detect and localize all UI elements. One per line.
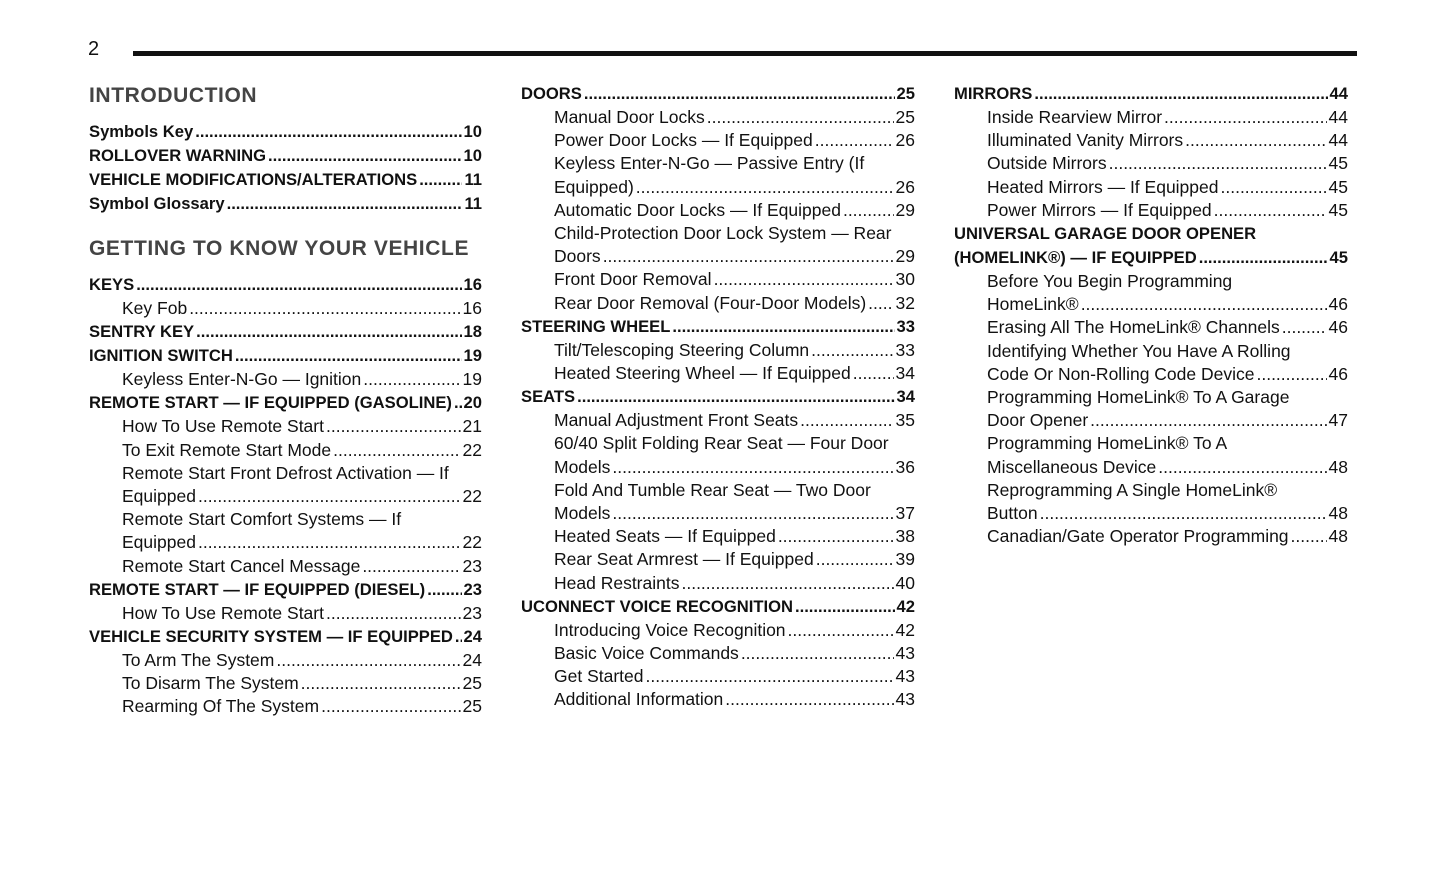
toc-subentry[interactable]: [954, 316, 1348, 339]
toc-entry-label: REMOTE START — IF EQUIPPED (GASOLINE): [89, 393, 452, 413]
dot-leader: [1282, 316, 1327, 339]
toc-entry-label: Basic Voice Commands: [554, 643, 739, 664]
toc-entry-label-line1: 60/40 Split Folding Rear Seat — Four Door: [554, 433, 889, 454]
dot-leader: [301, 672, 461, 695]
toc-page-number: 44: [1329, 84, 1348, 103]
toc-entry-label: Power Door Locks — If Equipped: [554, 130, 813, 151]
toc-page-number: 33: [896, 316, 915, 336]
toc-page-number: 35: [895, 410, 915, 431]
toc-subentry[interactable]: [954, 106, 1348, 129]
toc-entry-label-line2: Door Opener: [987, 410, 1089, 431]
dot-leader: [795, 595, 895, 619]
toc-subentry[interactable]: [521, 665, 915, 688]
toc-section-entry[interactable]: [89, 120, 482, 144]
toc-subentry[interactable]: [521, 152, 915, 198]
toc-entry-label-line2: Models: [554, 503, 611, 524]
toc-entries: [89, 120, 482, 216]
toc-subentry[interactable]: [89, 695, 482, 718]
toc-page-number: 16: [462, 298, 482, 318]
toc-subentry[interactable]: [521, 106, 915, 129]
dot-leader: [1291, 525, 1327, 548]
toc-entry-label: Canadian/Gate Operator Programming: [987, 526, 1289, 547]
dot-leader: [1090, 409, 1326, 432]
toc-page-number: 20: [463, 393, 482, 413]
toc-page-number: 32: [895, 292, 915, 313]
toc-page-number: 29: [895, 246, 915, 267]
toc-subentry[interactable]: [521, 339, 915, 362]
toc-entry-label: Get Started: [554, 666, 644, 687]
dot-leader: [811, 339, 893, 362]
dot-leader: [577, 385, 894, 409]
toc-entry-label-line2: (HOMELINK®) — IF EQUIPPED: [954, 248, 1197, 268]
toc-section-entry[interactable]: [89, 192, 482, 216]
toc-subentry[interactable]: [521, 479, 915, 525]
dot-leader: [195, 120, 461, 144]
toc-page-number: 42: [896, 596, 915, 616]
dot-leader: [1221, 176, 1327, 199]
dot-leader: [1081, 293, 1327, 316]
toc-column-2: [521, 80, 915, 712]
toc-entry-label: Front Door Removal: [554, 269, 712, 290]
toc-entry-label-line2: Equipped: [122, 486, 196, 507]
toc-entry-label: Heated Mirrors — If Equipped: [987, 176, 1219, 197]
dot-leader: [198, 531, 461, 554]
toc-page-number: 29: [895, 199, 915, 220]
dot-leader: [681, 572, 893, 595]
toc-subentry[interactable]: [521, 548, 915, 571]
toc-page-number: 23: [463, 579, 482, 599]
toc-subentry[interactable]: [89, 602, 482, 625]
toc-entry-label: Heated Steering Wheel — If Equipped: [554, 363, 851, 384]
toc-entry-label: Illuminated Vanity Mirrors: [987, 130, 1184, 151]
dot-leader: [326, 415, 461, 438]
toc-subentry[interactable]: [954, 270, 1348, 316]
toc-entry-label: Manual Adjustment Front Seats: [554, 410, 799, 431]
toc-entry-label: Automatic Door Locks — If Equipped: [554, 199, 841, 220]
toc-entry-label-line1: Before You Begin Programming: [987, 271, 1233, 292]
toc-section-entry[interactable]: [521, 595, 915, 619]
toc-entry-label-line2: Code Or Non-Rolling Code Device: [987, 363, 1255, 384]
toc-entry-label-line1: Identifying Whether You Have A Rolling: [987, 340, 1291, 361]
toc-entry-label-line1: Programming HomeLink® To A Garage: [987, 387, 1290, 408]
dot-leader: [1185, 129, 1326, 152]
toc-entry-label: To Arm The System: [122, 650, 275, 671]
toc-entry-label: Heated Seats — If Equipped: [554, 526, 776, 547]
dot-leader: [454, 391, 462, 415]
dot-leader: [198, 485, 461, 508]
dot-leader: [1158, 456, 1326, 479]
toc-entry-label: Introducing Voice Recognition: [554, 619, 786, 640]
toc-section-entry[interactable]: [89, 625, 482, 649]
dot-leader: [714, 268, 894, 291]
toc-page-number: 25: [462, 696, 482, 717]
toc-entry-label: Manual Door Locks: [554, 107, 705, 127]
dot-leader: [1214, 199, 1327, 222]
toc-page-number: 22: [462, 439, 482, 460]
toc-entry-label-line1: Child-Protection Door Lock System — Rear: [554, 223, 892, 244]
toc-subentry[interactable]: [954, 479, 1348, 525]
toc-page-number: 34: [895, 363, 915, 384]
toc-section-entry[interactable]: [89, 144, 482, 168]
toc-entry-line2: [554, 245, 915, 268]
toc-entry-label: Rear Seat Armrest — If Equipped: [554, 549, 814, 570]
toc-page-number: 45: [1328, 153, 1348, 174]
toc-page-number: 45: [1328, 176, 1348, 197]
toc-subentry[interactable]: [521, 572, 915, 595]
toc-entry-line2: [122, 485, 482, 508]
toc-page-number: 37: [895, 503, 915, 524]
toc-section-entry[interactable]: [954, 82, 1348, 106]
toc-subentry[interactable]: [89, 555, 482, 578]
dot-leader: [268, 144, 462, 168]
dot-leader: [584, 82, 895, 106]
toc-page-number: 44: [1328, 107, 1348, 127]
dot-leader: [326, 602, 461, 625]
dot-leader: [778, 525, 894, 548]
toc-entry-label-line2: Equipped: [122, 532, 196, 553]
dot-leader: [788, 619, 894, 642]
toc-subentry[interactable]: [954, 199, 1348, 222]
chapter-title: INTRODUCTION: [89, 84, 258, 107]
dot-leader: [235, 344, 462, 368]
toc-entry-label: Key Fob: [122, 298, 188, 318]
toc-entry-label: MIRRORS: [954, 84, 1033, 103]
dot-leader: [1040, 502, 1327, 525]
toc-page-number: 45: [1328, 199, 1348, 220]
dot-leader: [816, 548, 894, 571]
toc-column-1: [89, 80, 482, 719]
dot-leader: [136, 273, 461, 297]
toc-page-number: 43: [895, 666, 915, 687]
dot-leader: [646, 665, 894, 688]
dot-leader: [321, 695, 460, 718]
toc-page-number: 48: [1328, 456, 1348, 477]
toc-subentry[interactable]: [521, 268, 915, 291]
toc-entries: [89, 273, 482, 719]
toc-section-entry[interactable]: [89, 578, 482, 602]
toc-subentry[interactable]: [521, 619, 915, 642]
toc-subentry[interactable]: [89, 672, 482, 695]
toc-page-number: 40: [895, 572, 915, 593]
toc-entry-label: Symbol Glossary: [89, 194, 225, 213]
toc-subentry[interactable]: [521, 525, 915, 548]
toc-entry-label-line1: UNIVERSAL GARAGE DOOR OPENER: [954, 224, 1257, 244]
toc-entry-label: Remote Start Cancel Message: [122, 555, 361, 576]
toc-entry-label: Rear Door Removal (Four-Door Models): [554, 292, 867, 313]
toc-subentry[interactable]: [954, 340, 1348, 386]
toc-entry-label-line1: Programming HomeLink® To A: [987, 433, 1228, 454]
toc-entry-line2: [954, 246, 1348, 270]
toc-page-number: 11: [464, 170, 482, 189]
dot-leader: [1109, 152, 1327, 175]
toc-page-number: 36: [895, 456, 915, 477]
toc-page-number: 30: [895, 269, 915, 290]
dot-leader: [725, 688, 893, 711]
toc-entry-line2: [987, 456, 1348, 479]
toc-entry-label-line1: Keyless Enter-N-Go — Passive Entry (If: [554, 153, 865, 174]
toc-entry-label: IGNITION SWITCH: [89, 346, 233, 366]
toc-page-number: 10: [463, 122, 482, 141]
toc-subentry[interactable]: [521, 199, 915, 222]
toc-entry-label: KEYS: [89, 275, 135, 294]
dot-leader: [843, 199, 894, 222]
toc-entry-label: SENTRY KEY: [89, 322, 195, 342]
toc-entry-line2: [554, 502, 915, 525]
toc-entry-line2: [554, 456, 915, 479]
toc-page-number: 26: [895, 130, 915, 151]
toc-subentry[interactable]: [521, 432, 915, 478]
dot-leader: [276, 649, 460, 672]
toc-section-entry[interactable]: [89, 168, 482, 192]
toc-page-number: 19: [462, 369, 482, 390]
toc-page-number: 22: [462, 532, 482, 553]
toc-subentry[interactable]: [954, 152, 1348, 175]
toc-entry-label: SEATS: [521, 387, 576, 407]
toc-entry-label-line2: Miscellaneous Device: [987, 456, 1157, 477]
toc-page-number: 26: [895, 176, 915, 197]
dot-leader: [868, 292, 893, 315]
toc-subentry[interactable]: [521, 642, 915, 665]
toc-entry-line2: [987, 293, 1348, 316]
toc-page-number: 10: [463, 146, 482, 165]
toc-entry-label-line2: Equipped): [554, 176, 634, 197]
toc-entry-label: Inside Rearview Mirror: [987, 107, 1163, 127]
toc-page-number: 24: [462, 650, 482, 671]
toc-entry-label: Outside Mirrors: [987, 153, 1107, 174]
toc-entry-label: VEHICLE MODIFICATIONS/ALTERATIONS: [89, 170, 418, 189]
toc-page-number: 46: [1328, 294, 1348, 315]
dot-leader: [227, 192, 463, 216]
toc-page-number: 38: [895, 526, 915, 547]
toc-section-entry[interactable]: [954, 222, 1348, 270]
toc-entries: [521, 82, 915, 712]
toc-page-number: 47: [1328, 410, 1348, 431]
toc-subentry[interactable]: [89, 368, 482, 391]
toc-page-number: 46: [1328, 363, 1348, 384]
dot-leader: [1256, 363, 1326, 386]
toc-subentry[interactable]: [521, 222, 915, 268]
toc-page-number: 23: [462, 602, 482, 623]
dot-leader: [603, 245, 894, 268]
toc-subentry[interactable]: [521, 409, 915, 432]
toc-page-number: 23: [462, 555, 482, 576]
toc-entry-label: To Disarm The System: [122, 673, 299, 694]
toc-entry-label: VEHICLE SECURITY SYSTEM — IF EQUIPPED: [89, 627, 453, 647]
toc-entry-label: ROLLOVER WARNING: [89, 146, 266, 165]
toc-page-number: 25: [895, 107, 915, 127]
chapter-title: GETTING TO KNOW YOUR VEHICLE: [89, 237, 470, 260]
toc-entry-line2: [122, 531, 482, 554]
toc-subentry[interactable]: [954, 525, 1348, 548]
toc-page-number: 21: [462, 416, 482, 437]
toc-entry-label-line2: Doors: [554, 246, 601, 267]
toc-section-entry[interactable]: [89, 320, 482, 344]
dot-leader: [612, 456, 893, 479]
dot-leader: [362, 555, 460, 578]
dot-leader: [741, 642, 894, 665]
dot-leader: [333, 439, 460, 462]
dot-leader: [363, 368, 460, 391]
dot-leader: [672, 315, 894, 339]
header-rule: [133, 51, 1357, 56]
toc-page-number: 25: [462, 673, 482, 694]
toc-page-number: 48: [1328, 503, 1348, 524]
toc-page-number: 45: [1329, 248, 1348, 268]
dot-leader: [853, 362, 894, 385]
toc-page-number: 25: [896, 84, 915, 103]
toc-entry-label-line1: Fold And Tumble Rear Seat — Two Door: [554, 479, 871, 500]
toc-page-number: 46: [1328, 317, 1348, 338]
toc-subentry[interactable]: [89, 415, 482, 438]
dot-leader: [636, 176, 894, 199]
toc-subentry[interactable]: [89, 462, 482, 508]
toc-subentry[interactable]: [954, 432, 1348, 478]
toc-subentry[interactable]: [521, 129, 915, 152]
dot-leader: [427, 578, 461, 602]
toc-section-entry[interactable]: [89, 273, 482, 297]
dot-leader: [196, 320, 461, 344]
toc-entry-label: Keyless Enter-N-Go — Ignition: [122, 369, 362, 390]
toc-page-number: 24: [463, 627, 482, 647]
dot-leader: [419, 168, 462, 192]
toc-entry-label: Power Mirrors — If Equipped: [987, 199, 1212, 220]
toc-entry-label: To Exit Remote Start Mode: [122, 439, 332, 460]
toc-page-number: 11: [464, 194, 482, 213]
toc-entry-label: Rearming Of The System: [122, 696, 320, 717]
dot-leader: [1034, 82, 1327, 106]
page-number: 2: [88, 38, 100, 60]
toc-subentry[interactable]: [89, 297, 482, 320]
toc-entry-label-line1: Remote Start Comfort Systems — If: [122, 509, 402, 530]
toc-page-number: 18: [463, 322, 482, 342]
toc-entry-label: UCONNECT VOICE RECOGNITION: [521, 596, 793, 616]
toc-entry-label: Erasing All The HomeLink® Channels: [987, 317, 1280, 338]
toc-page-number: 43: [895, 643, 915, 664]
dot-leader: [1199, 246, 1328, 270]
toc-entries: [954, 82, 1348, 548]
dot-leader: [612, 502, 893, 525]
toc-subentry[interactable]: [521, 362, 915, 385]
toc-page-number: 33: [895, 339, 915, 360]
toc-page-number: 22: [462, 486, 482, 507]
toc-section-entry[interactable]: [89, 391, 482, 415]
toc-subentry[interactable]: [521, 688, 915, 711]
toc-entry-line2: [554, 176, 915, 199]
toc-page-number: 44: [1328, 130, 1348, 151]
toc-page-number: 48: [1328, 526, 1348, 547]
toc-entry-line2: [987, 409, 1348, 432]
toc-subentry[interactable]: [954, 176, 1348, 199]
toc-section-entry[interactable]: [89, 344, 482, 368]
toc-entry-label-line1: Remote Start Front Defrost Activation — If: [122, 462, 449, 483]
toc-entry-label: STEERING WHEEL: [521, 316, 671, 336]
dot-leader: [1164, 106, 1326, 129]
toc-page-number: 34: [896, 387, 915, 407]
toc-entry-label: Additional Information: [554, 689, 724, 710]
toc-entry-label-line1: Reprogramming A Single HomeLink®: [987, 479, 1278, 500]
toc-page-number: 19: [463, 346, 482, 366]
dot-leader: [800, 409, 893, 432]
toc-entry-label-line2: HomeLink®: [987, 294, 1079, 315]
toc-section-entry[interactable]: [521, 385, 915, 409]
dot-leader: [189, 297, 460, 320]
toc-entry-label: How To Use Remote Start: [122, 416, 324, 437]
toc-entry-label-line2: Button: [987, 503, 1038, 524]
toc-page-number: 42: [895, 619, 915, 640]
toc-column-3: [954, 80, 1348, 548]
toc-entry-label: Symbols Key: [89, 122, 194, 141]
toc-entry-line2: [987, 502, 1348, 525]
toc-entry-label-line2: Models: [554, 456, 611, 477]
toc-page-number: 39: [895, 549, 915, 570]
toc-entry-label: DOORS: [521, 84, 582, 103]
toc-section-entry[interactable]: [521, 82, 915, 106]
toc-page-number: 43: [895, 689, 915, 710]
dot-leader: [815, 129, 894, 152]
toc-subentry[interactable]: [521, 292, 915, 315]
toc-entry-line2: [987, 363, 1348, 386]
toc-entry-label: Tilt/Telescoping Steering Column: [554, 339, 810, 360]
toc-subentry[interactable]: [89, 508, 482, 554]
dot-leader: [707, 106, 894, 129]
toc-entry-label: Head Restraints: [554, 572, 680, 593]
toc-section-entry[interactable]: [521, 315, 915, 339]
toc-entry-label: How To Use Remote Start: [122, 602, 324, 623]
toc-subentry[interactable]: [954, 386, 1348, 432]
toc-subentry[interactable]: [954, 129, 1348, 152]
dot-leader: [455, 625, 462, 649]
toc-subentry[interactable]: [89, 439, 482, 462]
toc-subentry[interactable]: [89, 649, 482, 672]
toc-page-number: 16: [463, 275, 482, 294]
toc-entry-label: REMOTE START — IF EQUIPPED (DIESEL): [89, 579, 426, 599]
